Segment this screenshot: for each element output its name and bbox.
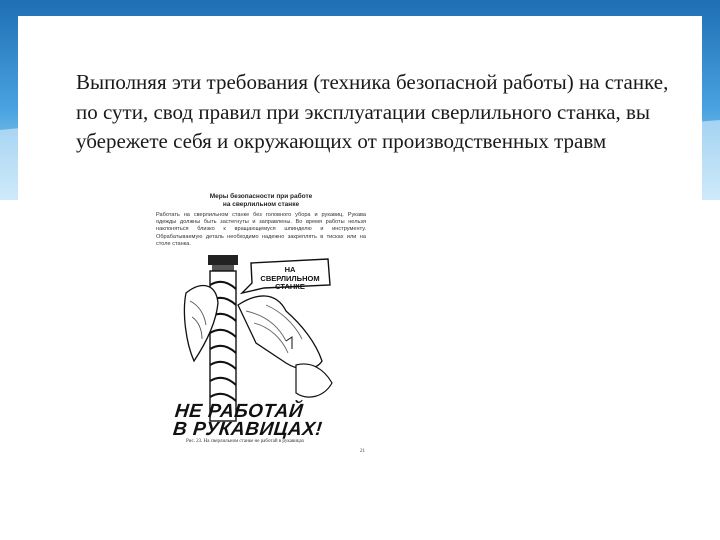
slide-body-text: Выполняя эти требования (техника безопасной работы) на станке, по сути, свод правил при эксплуатации сверлильного станка, вы убережете себя и окружающих от производственных травм	[76, 70, 669, 153]
poster-slogan: НЕ РАБОТАЙ В РУКАВИЦАХ!	[172, 401, 324, 440]
speech-bubble-label: НА СВЕРЛИЛЬНОМ СТАНКЕ	[260, 265, 320, 291]
poster-paragraph: Работать на сверлильном станке без головного убора и рукавиц. Рукава одежды должны быть застегнуты и заправлены. Во время работы нельзя наклоняться близко к вращающемуся шпинделю и инструменту. Обрабатываемую деталь необходимо надежно закреплять в тисках или на столе станка.	[156, 212, 366, 247]
safety-poster	[146, 193, 378, 455]
poster-page-number: 21	[360, 449, 365, 454]
poster-title: Меры безопасности при работе на сверлильном станке	[209, 193, 313, 208]
poster-caption: Рис. 23. На сверлильном станке не работай в рукавицах	[186, 439, 305, 444]
hand-icon	[296, 364, 332, 397]
drill-chuck-icon	[208, 255, 238, 265]
